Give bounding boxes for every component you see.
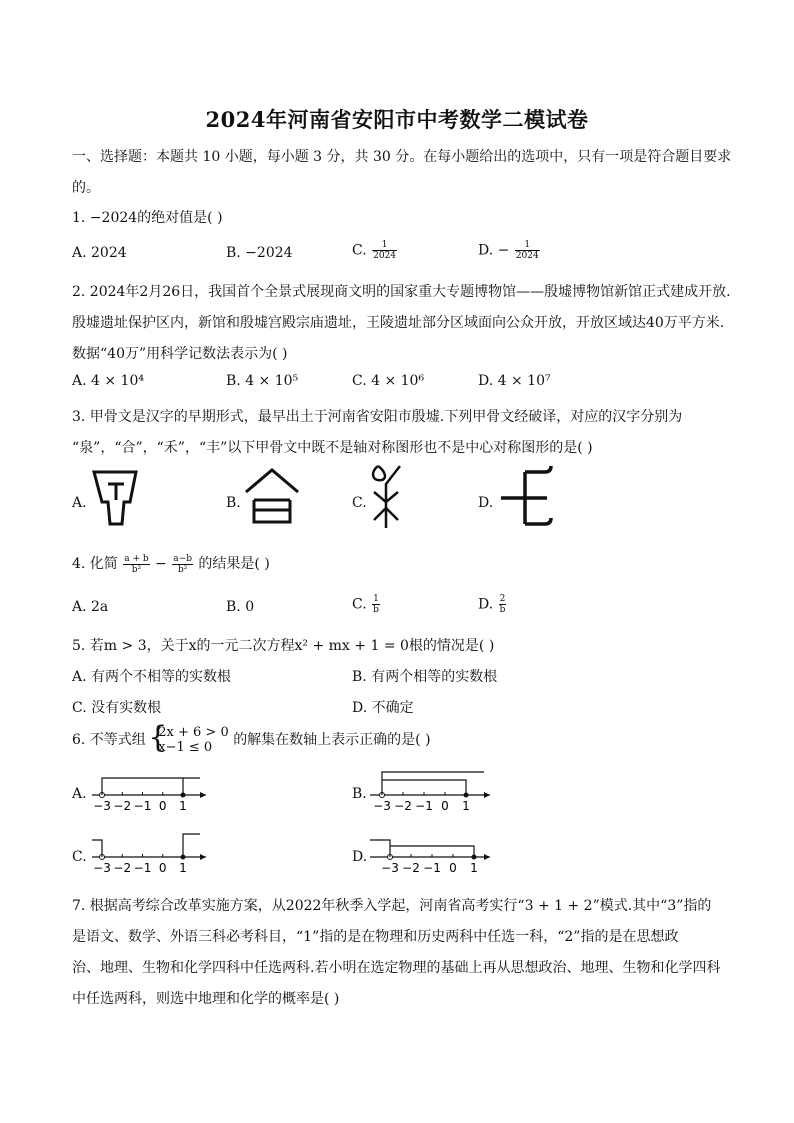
oracle-he-glyph: [240, 466, 304, 530]
q4-option-d: D. $\frac{2}{b}$: [478, 594, 506, 615]
q1-c-label: C.: [352, 242, 367, 259]
oracle-feng-glyph: [495, 462, 559, 534]
tick-label: −3: [93, 861, 111, 875]
q1-option-a: A. 2024: [72, 245, 127, 261]
question-1-stem: 1. −2024的绝对值是( ): [72, 210, 223, 226]
q4-d-fraction: $\frac{2}{b}$: [499, 594, 506, 615]
question-5-stem: 5. 若m > 3，关于x的一元二次方程x² + mx + 1 = 0根的情况是( ): [72, 638, 495, 654]
q3-option-b: B.: [226, 495, 241, 511]
section-heading: 一、选择题：本题共 10 小题，每小题 3 分，共 30 分。在每小题给出的选项中，只有一项是符合题目要求: [72, 149, 732, 165]
q6-option-c: C.: [72, 849, 87, 865]
tick-label: 0: [158, 861, 167, 875]
q2-option-d: D. 4 × 10⁷: [478, 373, 551, 389]
question-7-line4: 中任选两科，则选中地理和化学的概率是( ): [72, 991, 340, 1007]
q1-d-fraction: $\frac{1}{2024}$: [515, 240, 539, 261]
tick-label: −2: [394, 799, 412, 813]
tick-label: −2: [402, 861, 420, 875]
q6-numberline-d: [366, 828, 496, 878]
tick-label: −2: [113, 861, 132, 875]
question-6-stem: 6. 不等式组 { 2x + 6 > 0 x−1 ≤ 0 的解集在数轴上表示正确的是( ): [72, 725, 431, 755]
question-3-line2: “泉”，“合”，“禾”，“丰”以下甲骨文中既不是轴对称图形也不是中心对称图形的是( ): [72, 440, 593, 456]
tick-label: 1: [470, 861, 478, 875]
q1-d-label: D. −: [478, 242, 510, 259]
tick-label: 0: [449, 861, 457, 875]
q4-fraction-2: $\frac{a-b}{\text{b²}}$: [173, 553, 192, 575]
section-heading-cont: 的。: [72, 180, 100, 196]
page-title: 2024年河南省安阳市中考数学二模试卷: [205, 107, 589, 132]
tick-label: 1: [179, 861, 187, 875]
tick-label: −1: [133, 799, 152, 813]
q4-option-a: A. 2a: [72, 599, 109, 615]
q1-option-b: B. −2024: [226, 245, 293, 261]
tick-label: 1: [179, 799, 187, 813]
question-4-stem: 4. 化简 $\frac{a + b}{\text{b²}}$ − $\frac{a-b}{\text{b²}}$ 的结果是( ): [72, 553, 270, 575]
q6-option-d: D.: [352, 849, 368, 865]
oracle-he2-glyph: [366, 462, 406, 534]
q4-fraction-1: $\frac{a + b}{\text{b²}}$: [124, 553, 149, 575]
question-7-line2: 是语文、数学、外语三科必考科目，“1”指的是在物理和历史两科中任选一科，“2”指的是在思想政: [72, 929, 679, 945]
tick-label: 1: [462, 799, 470, 813]
question-3-line1: 3. 甲骨文是汉字的早期形式，最早出土于河南省安阳市殷墟.下列甲骨文经破译，对应的汉字分别为: [72, 409, 683, 425]
q6-numberline-b: [366, 766, 496, 816]
question-2-line1: 2. 2024年2月26日，我国首个全景式展现商文明的国家重大专题博物馆——殷墟博物馆新馆正式建成开放.: [72, 284, 731, 300]
tick-label: 0: [441, 799, 449, 813]
q3-option-c: C.: [352, 495, 367, 511]
q1-c-fraction: $\frac{1}{2024}$: [373, 240, 397, 261]
tick-label: −2: [113, 799, 132, 813]
q4-c-fraction: $\frac{1}{b}$: [373, 594, 379, 615]
tick-label: −1: [415, 799, 433, 813]
q5-option-c: C. 没有实数根: [72, 700, 162, 716]
question-7-line3: 治、地理、生物和化学四科中任选两科.若小明在选定物理的基础上再从思想政治、地理、生物和化学四科: [72, 960, 721, 976]
tick-label: −3: [373, 799, 391, 813]
q3-option-d: D.: [478, 495, 494, 511]
oracle-quan-glyph: [90, 466, 140, 530]
q6-numberline-a: [88, 766, 212, 816]
q1-option-d: [478, 240, 541, 261]
tick-label: −3: [93, 799, 111, 813]
tick-label: −3: [381, 861, 399, 875]
q6-option-b: B.: [352, 786, 367, 802]
question-7-line1: 7. 根据高考综合改革实施方案，从2022年秋季入学起，河南省高考实行“3 + 1 + 2”模式.其中“3”指的: [72, 898, 712, 914]
q6-numberline-c: [88, 828, 212, 878]
q6-inequality-system: { 2x + 6 > 0 x−1 ≤ 0: [150, 725, 228, 755]
q2-option-b: B. 4 × 10⁵: [226, 373, 299, 389]
q4-option-c: C. $\frac{1}{b}$: [352, 594, 379, 615]
q2-option-c: C. 4 × 10⁶: [352, 373, 425, 389]
q3-option-a: A.: [72, 495, 87, 511]
q6-option-a: A.: [72, 786, 87, 802]
q5-option-d: D. 不确定: [352, 700, 414, 716]
question-2-line2: 殷墟遗址保护区内，新馆和殷墟宫殿宗庙遗址，王陵遗址部分区域面向公众开放，开放区域达40万平方米.: [72, 315, 725, 331]
question-2-line3: 数据“40万”用科学记数法表示为( ): [72, 346, 288, 362]
tick-label: −1: [133, 861, 152, 875]
tick-label: 0: [158, 799, 167, 813]
tick-label: −1: [423, 861, 441, 875]
q2-option-a: A. 4 × 10⁴: [72, 373, 144, 389]
q5-option-a: A. 有两个不相等的实数根: [72, 669, 232, 685]
q5-option-b: B. 有两个相等的实数根: [352, 669, 498, 685]
q1-option-c: [352, 240, 398, 261]
q4-option-b: B. 0: [226, 599, 255, 615]
